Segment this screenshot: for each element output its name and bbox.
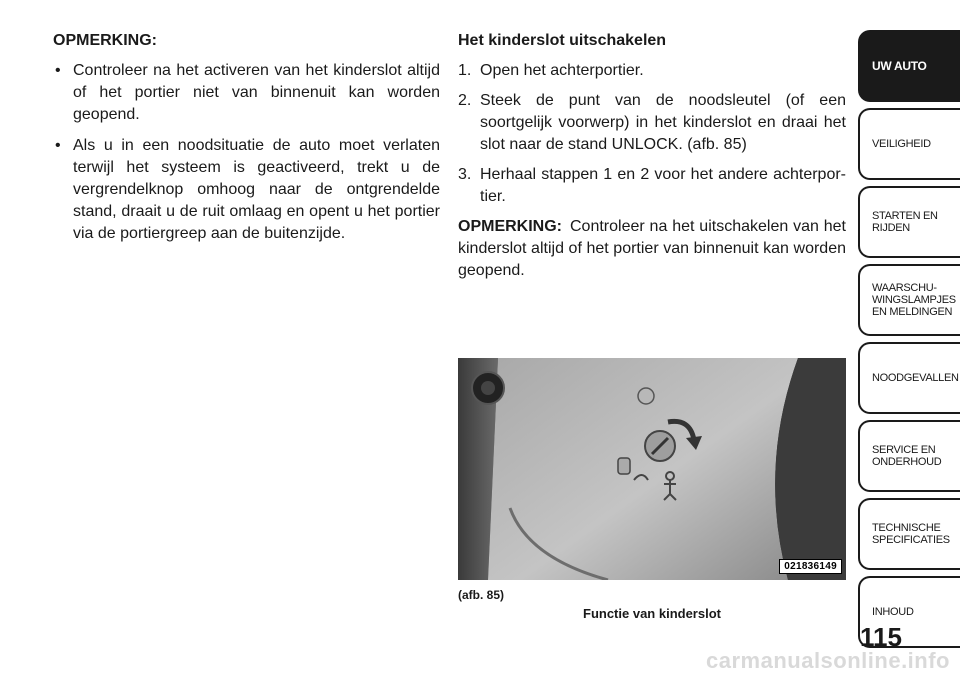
tab-starten-en-rijden[interactable] (858, 186, 960, 258)
section-heading: Het kinderslot uitschakelen (458, 32, 667, 49)
step-number: 3. (458, 166, 472, 183)
figure-code: 021836149 (779, 559, 842, 574)
tab-veiligheid[interactable] (858, 108, 960, 180)
note-bullet-list (53, 60, 440, 245)
tab-uw-auto[interactable] (858, 30, 960, 102)
steps-list (458, 60, 846, 208)
tab-label: VEILIGHEID (872, 138, 931, 150)
tab-label: INHOUD (872, 606, 914, 618)
right-column (458, 30, 846, 282)
bullet-item: • Als u in een noodsituatie de auto moet verlaten terwijl het systeem is geactiveerd, trekt u de vergrendelknop omhoog naar de ontgrendelde stand, draait u de ruit omlaag en opent u het portier via de portiergreep aan de buitenzijde. (53, 135, 440, 245)
child-lock-figure (458, 358, 846, 580)
note-label: OPMERKING: (458, 218, 562, 235)
lock-symbol-icon (618, 458, 630, 474)
tab-label: STARTEN EN RIJDEN (872, 210, 938, 234)
tab-label: NOODGEVALLEN (872, 372, 959, 384)
watermark: carmanualsonline.info (706, 648, 950, 673)
step-text: Herhaal stappen 1 en 2 voor het andere achterpor-tier. (480, 166, 846, 205)
chapter-tabs (858, 30, 960, 654)
step-number: 2. (458, 92, 472, 109)
figure-title: Functie van kinderslot (583, 606, 721, 621)
bullet-item: • Controleer na het activeren van het kinderslot altijd of het portier niet van binnenuit kan worden geopend. (53, 60, 440, 126)
step-text: Open het achterportier. (480, 62, 644, 79)
tab-label: WAARSCHU- WINGSLAMPJES EN MELDINGEN (872, 282, 956, 318)
left-column (53, 30, 440, 254)
tab-technische-specificaties[interactable] (858, 498, 960, 570)
tab-noodgevallen[interactable] (858, 342, 960, 414)
tab-label: TECHNISCHE SPECIFICATIES (872, 522, 950, 546)
step-item (458, 60, 846, 82)
step-item (458, 90, 846, 156)
note-text: Controleer na het uitschakelen van het kinderslot altijd of het portier van binnenuit kan worden geopend. (458, 218, 846, 279)
step-item (458, 164, 846, 208)
step-text: Steek de punt van de noodsleutel (of een soortgelijk voorwerp) in het kinderslot en draai het slot naar de stand UNLOCK. (afb. 85) (480, 92, 846, 153)
note-paragraph (458, 216, 846, 282)
note-heading: OPMERKING: (53, 32, 157, 49)
tab-service-en-onderhoud[interactable] (858, 420, 960, 492)
tab-waarschuwingslampjes[interactable] (858, 264, 960, 336)
page-number: 115 (860, 622, 902, 652)
door-illustration (458, 358, 846, 580)
tab-label: SERVICE EN ONDERHOUD (872, 444, 942, 468)
step-number: 1. (458, 62, 472, 79)
tab-label: UW AUTO (872, 59, 927, 73)
figure-caption: (afb. 85) (458, 588, 505, 602)
